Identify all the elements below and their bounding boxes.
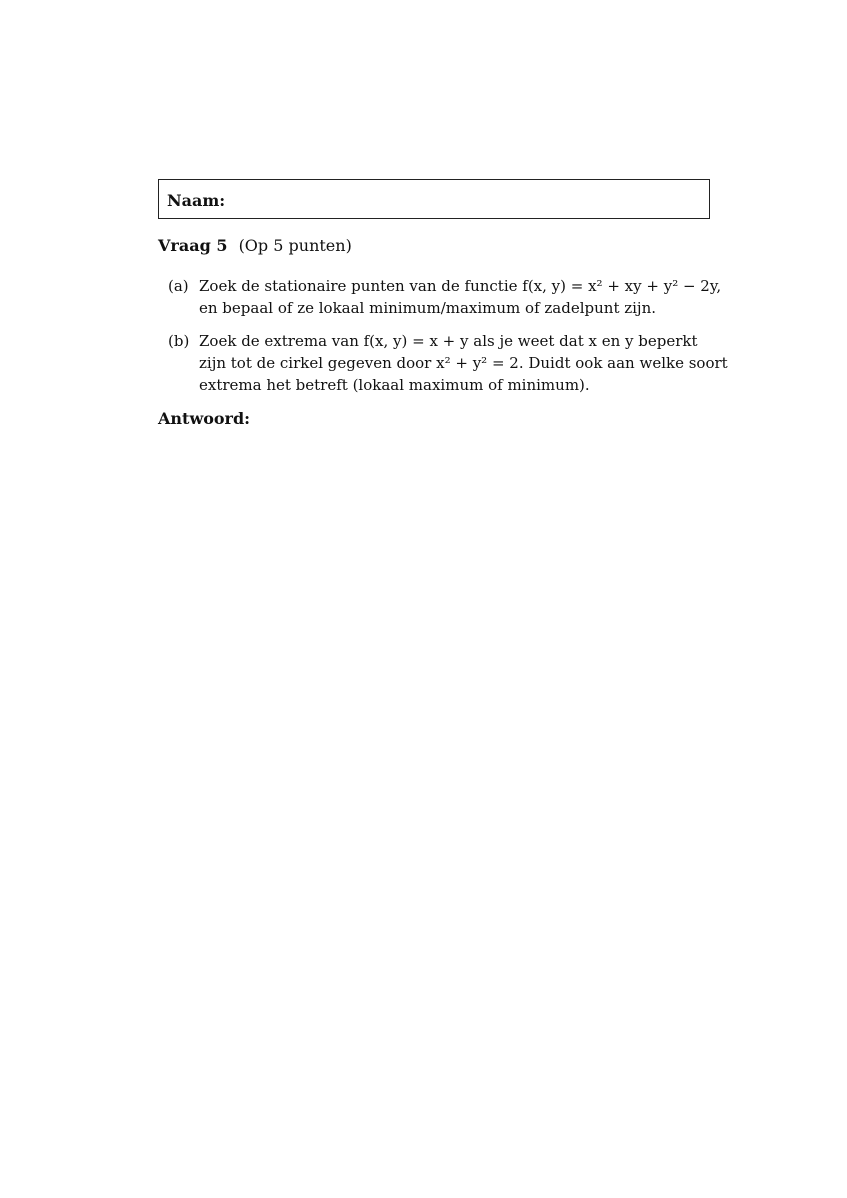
part-b-text [199, 330, 728, 396]
part-b-marker: (b) [168, 332, 190, 350]
name-field-box [158, 179, 710, 219]
part-b-line-1: Zoek de extrema van f(x, y) = x + y als je weet dat x en y beperkt [199, 332, 698, 350]
name-label: Naam: [167, 191, 226, 210]
question-heading [158, 236, 352, 255]
part-b-line-2: zijn tot de cirkel gegeven door x² + y² = 2. Duidt ook aan welke soort [199, 354, 728, 372]
part-a-marker: (a) [168, 277, 189, 295]
part-b-line-3: extrema het betreft (lokaal maximum of minimum). [199, 376, 590, 394]
part-a-text [199, 275, 722, 319]
part-a-line-2: en bepaal of ze lokaal minimum/maximum of zadelpunt zijn. [199, 299, 657, 317]
part-a-line-1: Zoek de stationaire punten van de functie f(x, y) = x² + xy + y² − 2y, [199, 277, 722, 295]
question-part-a [168, 275, 722, 319]
question-number: Vraag 5 [158, 236, 228, 255]
question-part-b [168, 330, 728, 396]
question-points: (Op 5 punten) [238, 236, 352, 255]
answer-label: Antwoord: [158, 409, 251, 428]
